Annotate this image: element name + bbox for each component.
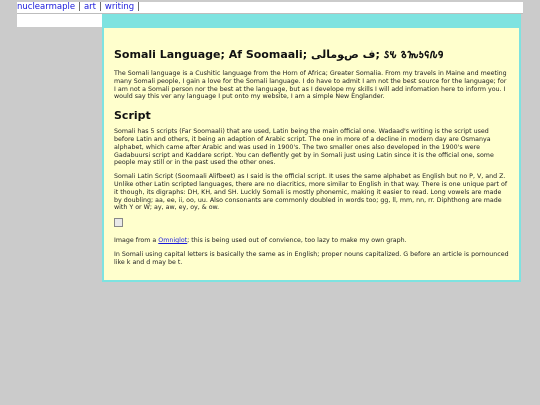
nav-link-writing[interactable]: writing [104,2,135,12]
script-heading: Script [114,109,151,123]
broken-image-icon [114,218,123,227]
image-caption [114,237,509,245]
nav-separator: | [99,2,102,12]
nav-separator: | [78,2,81,12]
caption-text-post: ; this is being used out of convience, too lazy to make my own graph. [187,237,407,245]
nav-link-art[interactable]: art [83,2,96,12]
script-paragraph-3: In Somali using capital letters is basically the same as in English; proper nouns capitalized. G before an article is pornounced like k and d may be t. [114,250,509,266]
main-frame [102,14,521,282]
script-paragraph-1: Somali has 5 scripts (Far Soomaali) that are used, Latin being the main official one. Wadaad's writing is the script used before Latin and others, it being an adaption of Arabic script. The one in more of a decline in modern day are Osmanya alphabet, which came after Arabic and was used in 1900's. The two smaller ones also developed in the 1900's were Gadabuursi script and Kaddare script. You can deflently get by in Somali just using Latin since it is the official one, some people may still or in the past used the other ones. [114,128,494,167]
top-nav-bar [17,2,523,14]
article-content [104,28,519,280]
nav-separator: | [137,2,141,12]
sidebar-panel [17,14,102,27]
intro-paragraph: The Somali language is a Cushitic language from the Horn of Africa; Greater Somalia. From my travels in Maine and meeting many Somali people, I gain a love for the Somali language. I do have to admit I am not the best source for the language; for I am not a Somali person nor the best at the language, but as I develope my skills I will add infomation here to inform you. I would say this ver any language I put onto my website, I am a simple New Englander. [114,70,507,101]
nav-link-nuclearmaple[interactable]: nuclearmaple [17,2,76,12]
omniglot-link[interactable]: Omniglot [158,237,188,245]
script-paragraph-2: Somali Latin Script (Soomaali Alifbeet) as I said is the official script. It uses the same alphabet as English but no P, V, and Z. Unlike other Latin scripted languages, there are no diacritics, more similar to English in that way. There is one unique part of it though, its digraphs: DH, KH, and SH. Luckly Somali is mostly phonemic, making it easier to read. Long vowels are made by doubling; aa, ee, ii, oo, uu. Also consonants are commonly doubled in words too; gg, ll, mm, nn, rr. Diphthong are made with Y or W; ay, aw, ey, oy, & ow. [114,173,508,212]
caption-text-pre: Image from a [114,237,159,245]
page-title: Somali Language; Af Soomaali; ﻑ ﺹﻮﻣﺎﻟﻰ; 𐒖𐒍 𐒈𐒝𐒑𐒛𐒐𐒘 [114,48,444,61]
